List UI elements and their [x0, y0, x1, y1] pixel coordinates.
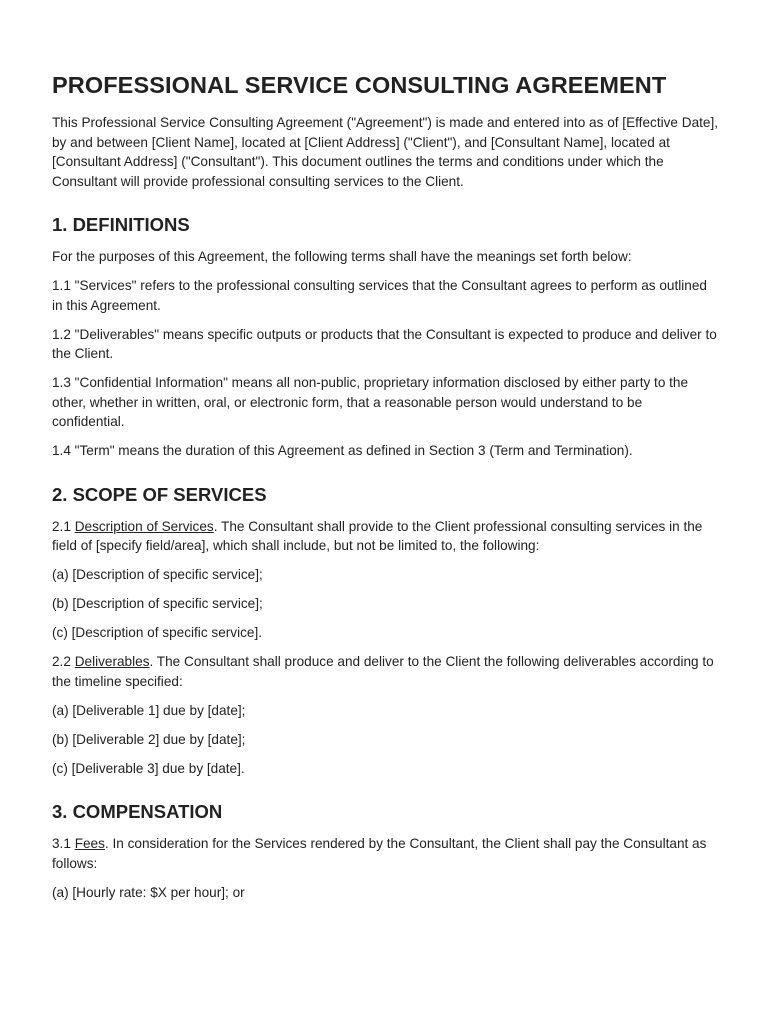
section-heading-scope: 2. SCOPE OF SERVICES [52, 483, 267, 505]
fee-item: (a) [Hourly rate: $X per hour]; or [52, 884, 245, 900]
definitions-lead: For the purposes of this Agreement, the following terms shall have the meanings set forth below: [52, 249, 632, 264]
deliverable-item: (b) [Deliverable 2] due by [date]; [52, 731, 246, 747]
intro-paragraph: This Professional Service Consulting Agreement ("Agreement") is made and entered into as of [Effective Date], by and between [Client Name], located at [Client Address] ("Client"), and [Consultant Name], located at [Consultant Address] ("Consultant"). This document outlines the terms and conditions under which the Consultant will provide professional consulting services to the Client. [52, 115, 719, 189]
definition-item: 1.4 "Term" means the duration of this Agreement as defined in Section 3 (Term and Termination). [52, 443, 633, 458]
scope-clause-2-2 [52, 652, 718, 691]
document-title: PROFESSIONAL SERVICE CONSULTING AGREEMENT [52, 72, 667, 98]
section-heading-compensation: 3. COMPENSATION [52, 801, 223, 822]
deliverable-item: (c) [Deliverable 3] due by [date]. [52, 760, 245, 776]
clause-text: . The Consultant shall produce and deliver to the Client the following deliverables according to the timeline specified: [52, 654, 714, 689]
service-item: (c) [Description of specific service]. [52, 625, 263, 640]
clause-number: 2.1 [52, 518, 75, 534]
definition-item: 1.3 "Confidential Information" means all non-public, proprietary information disclosed by either party to the other, whether in written, oral, or electronic form, that a reasonable person would understand to be confidential. [52, 375, 689, 429]
definition-item: 1.1 "Services" refers to the professional consulting services that the Consultant agrees to perform as outlined in this Agreement. [52, 278, 707, 313]
service-item: (b) [Description of specific service]; [52, 596, 263, 611]
compensation-clause-3-1 [52, 834, 718, 873]
clause-number: 3.1 [52, 836, 75, 851]
clause-term: Description of Services [74, 518, 214, 534]
section-heading-definitions: 1. DEFINITIONS [52, 214, 190, 235]
definition-item: 1.2 "Deliverables" means specific outputs or products that the Consultant is expected to produce and deliver to the Client. [52, 326, 717, 361]
deliverable-item: (a) [Deliverable 1] due by [date]; [52, 702, 246, 718]
clause-number: 2.2 [52, 654, 75, 669]
service-item: (a) [Description of specific service]; [52, 567, 263, 582]
clause-text: . The Consultant shall provide to the Client professional consulting services in the field of [specify field/area], which shall include, but not be limited to, the following: [52, 518, 703, 553]
clause-term: Fees [74, 836, 105, 851]
scope-clause-2-1 [52, 517, 718, 556]
clause-term: Deliverables [74, 654, 150, 669]
clause-text: . In consideration for the Services rendered by the Consultant, the Client shall pay the Consultant as follows: [52, 836, 707, 871]
